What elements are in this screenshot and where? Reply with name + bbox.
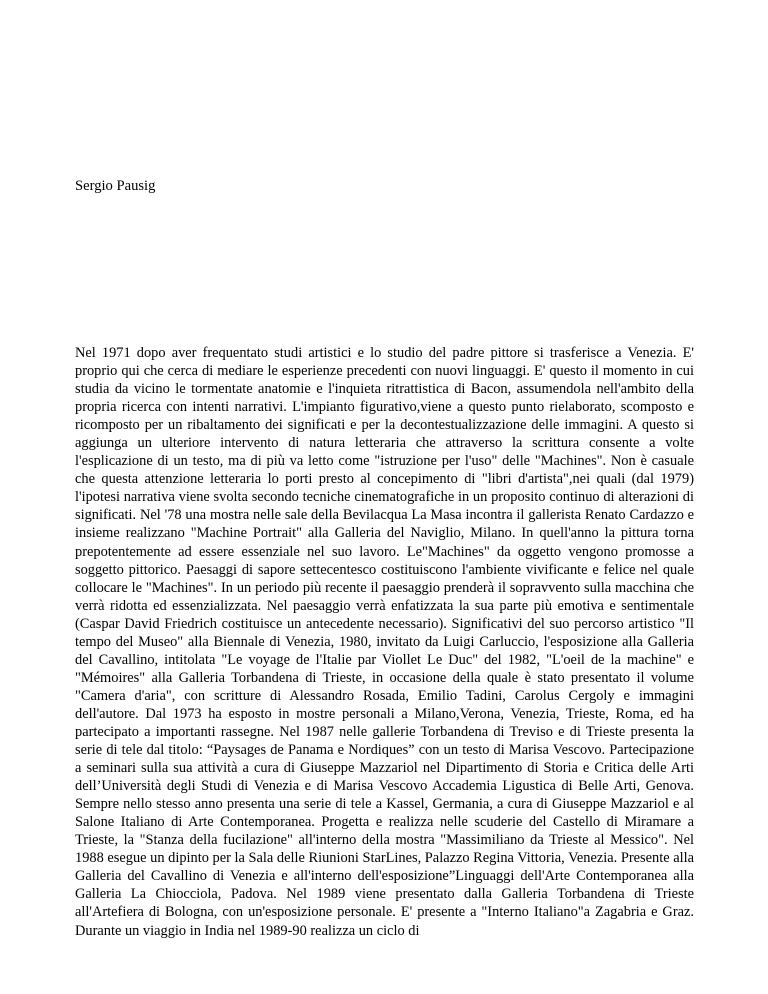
biography-text: Nel 1971 dopo aver frequentato studi artistici e lo studio del padre pittore si trasferisce a Venezia. E' proprio qui che cerca di mediare le esperienze precedenti con nuovi linguaggi. E' questo il momento in cui studia da vicino le tormentate anatomie e l'inquieta ritrattistica di Bacon, assumendola nell'ambito della propria ricerca con intenti narrativi. L'impianto figurativo,viene a questo punto rielaborato, scomposto e ricomposto per un ribaltamento dei significati e per la decontestualizzazione delle immagini. A questo si aggiunga un ulteriore intervento di natura letteraria che attraverso la scrittura consente a volte l'esplicazione di un testo, ma di più va letto come "istruzione per l'uso" delle "Machines". Non è casuale che questa attenzione letteraria lo porti presto al concepimento di "libri d'artista",nei quali (dal 1979) l'ipotesi narrativa viene svolta secondo tecniche cinematografiche in un proposito continuo di alterazioni di significati. Nel '78 una mostra nelle sale della Bevilacqua La Masa incontra il gallerista Renato Cardazzo e insieme realizzano "Machine Portrait" alla Galleria del Naviglio, Milano. In quell'anno la pittura torna prepotentemente ad essere essenziale nel suo lavoro. Le"Machines" da oggetto vengono promosse a soggetto pittorico. Paesaggi di sapore settecentesco costituiscono l'ambiente vivificante e felice nel quale collocare le "Machines". In un periodo più recente il paesaggio prenderà il sopravvento sulla macchina che verrà ridotta ed essenzializzata. Nel paesaggio verrà enfatizzata la sua parte più emotiva e sentimentale (Caspar David Friedrich costituisce un antecedente necessario). Significativi del suo percorso artistico "Il tempo del Museo" alla Biennale di Venezia, 1980, invitato da Luigi Carluccio, l'esposizione alla Galleria del Cavallino, intitolata "Le voyage de l'Italie par Viollet Le Duc" del 1982, "L'oeil de la machine" e "Mémoires" alla Galleria Torbandena di Trieste, in occasione della quale è stato presentato il volume "Camera d'aria", con scritture di Alessandro Rosada, Emilio Tadini, Carolus Cergoly e immagini dell'autore. Dal 1973 ha esposto in mostre personali a Milano,Verona, Venezia, Trieste, Roma, ed ha partecipato a importanti rassegne. Nel 1987 nelle gallerie Torbandena di Treviso e di Trieste presenta la serie di tele dal titolo: “Paysages de Panama e Nordiques” con un testo di Marisa Vescovo. Partecipazione a seminari sulla sua attività a cura di Giuseppe Mazzariol nel Dipartimento di Storia e Critica delle Arti dell’Università degli Studi di Venezia e di Marisa Vescovo Accademia Ligustica di Belle Arti, Genova. Sempre nello stesso anno presenta una serie di tele a Kassel, Germania, a cura di Giuseppe Mazzariol e al Salone Italiano di Arte Contemporanea. Progetta e realizza nelle scuderie del Castello di Miramare a Trieste, la "Stanza della fucilazione" all'interno della mostra "Massimiliano da Trieste al Messico". Nel 1988 esegue un dipinto per la Sala delle Riunioni StarLines, Palazzo Regina Vittoria, Venezia. Presente alla Galleria del Cavallino di Venezia e all'interno dell'esposizione”Linguaggi dell'Arte Contemporanea alla Galleria La Chiocciola, Padova. Nel 1989 viene presentato dalla Galleria Torbandena di Trieste all'Artefiera di Bologna, con un'esposizione personale. E' presente a "Interno Italiano"a Zagabria e Graz. Durante un viaggio in India nel 1989-90 realizza un ciclo di (75, 345, 694, 939)
author-name: Sergio Pausig (75, 178, 156, 194)
